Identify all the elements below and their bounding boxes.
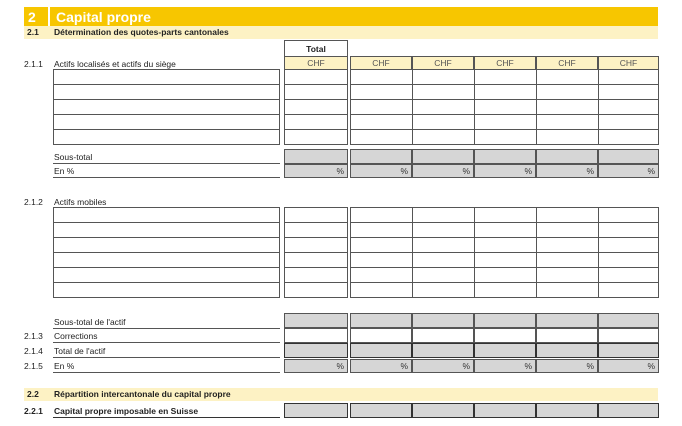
subtotal-col-1[interactable] — [350, 149, 412, 164]
chf-label: CHF — [307, 58, 325, 68]
percent-assets-col-5[interactable] — [598, 359, 659, 373]
subtotal-total-cell[interactable] — [284, 149, 348, 164]
grid-row-line — [53, 222, 280, 223]
grid-row-line — [53, 252, 280, 253]
grid-row-line — [53, 84, 280, 85]
grid-row-line — [284, 129, 348, 130]
subtotal-underline — [53, 163, 280, 164]
grid-row-line — [284, 114, 348, 115]
capital-col-5[interactable] — [598, 403, 659, 418]
total-assets-col-4[interactable] — [536, 343, 598, 358]
item-2-1-1-number: 2.1.1 — [24, 59, 43, 69]
percent-col-4[interactable] — [536, 164, 598, 178]
section-title: Capital propre — [56, 9, 151, 25]
subsection-2-2-number: 2.2 — [27, 389, 39, 399]
subtotal-col-4[interactable] — [536, 149, 598, 164]
item-2-1-4-number: 2.1.4 — [24, 346, 43, 356]
corrections-underline — [53, 342, 280, 343]
grid-row-line — [53, 114, 280, 115]
item-2-2-1-number: 2.2.1 — [24, 406, 43, 416]
subtotal-col-3[interactable] — [474, 149, 536, 164]
percent-total-cell[interactable] — [284, 164, 348, 178]
grid-row-line — [350, 84, 659, 85]
percent-assets-col-1[interactable] — [350, 359, 412, 373]
chf-header-col-5 — [598, 56, 659, 70]
section-number: 2 — [28, 9, 36, 25]
grid-row-line — [350, 237, 659, 238]
total-header-label: Total — [306, 44, 326, 54]
total-assets-col-5[interactable] — [598, 343, 659, 358]
capital-col-1[interactable] — [350, 403, 412, 418]
percent-col-5[interactable] — [598, 164, 659, 178]
grid-col-line — [598, 69, 599, 145]
chf-header-total — [284, 56, 348, 70]
grid-col-line — [412, 69, 413, 145]
grid-row-line — [284, 84, 348, 85]
grid-row-line — [53, 282, 280, 283]
total-assets-col-3[interactable] — [474, 343, 536, 358]
grid-col-line — [536, 207, 537, 298]
percent-symbol: % — [462, 166, 470, 176]
grid-row-line — [350, 222, 659, 223]
percent-assets-underline — [53, 372, 280, 373]
corrections-col-3[interactable] — [474, 328, 536, 343]
subtotal-col-5[interactable] — [598, 149, 659, 164]
percent-symbol: % — [647, 361, 655, 371]
chf-label: CHF — [496, 58, 514, 68]
chf-label: CHF — [558, 58, 576, 68]
grid-row-line — [350, 252, 659, 253]
corrections-col-2[interactable] — [412, 328, 474, 343]
percent-col-2[interactable] — [412, 164, 474, 178]
percent-col-3[interactable] — [474, 164, 536, 178]
subsection-2-1-number: 2.1 — [27, 27, 39, 37]
percent-symbol: % — [586, 166, 594, 176]
subtotal-col-2[interactable] — [412, 149, 474, 164]
total-assets-underline — [53, 357, 280, 358]
grid-row-line — [284, 252, 348, 253]
percent-symbol: % — [400, 361, 408, 371]
percent-symbol: % — [462, 361, 470, 371]
total-assets-total-cell[interactable] — [284, 343, 348, 358]
item-2-1-2-label: Actifs mobiles — [54, 197, 107, 207]
grid-row-line — [284, 99, 348, 100]
capital-col-2[interactable] — [412, 403, 474, 418]
percent-symbol: % — [336, 166, 344, 176]
capital-total-cell[interactable] — [284, 403, 348, 418]
item-2-1-5-label: En % — [54, 361, 75, 371]
capital-col-4[interactable] — [536, 403, 598, 418]
item-2-2-1-label: Capital propre imposable en Suisse — [54, 406, 199, 416]
grid-row-line — [350, 282, 659, 283]
subtotal-assets-col-2[interactable] — [412, 313, 474, 328]
grid-row-line — [350, 99, 659, 100]
percent-symbol: % — [647, 166, 655, 176]
chf-header-col-3 — [474, 56, 536, 70]
section-number-divider — [48, 7, 50, 26]
subtotal-label: Sous-total — [54, 152, 93, 162]
total-assets-col-1[interactable] — [350, 343, 412, 358]
item-2-1-3-number: 2.1.3 — [24, 331, 43, 341]
item-2-1-3-label: Corrections — [54, 331, 98, 341]
item-2-1-4-label: Total de l'actif — [54, 346, 106, 356]
chf-header-col-2 — [412, 56, 474, 70]
corrections-col-5[interactable] — [598, 328, 659, 343]
actifs-localises-description-block[interactable] — [53, 69, 280, 145]
chf-header-col-4 — [536, 56, 598, 70]
corrections-col-4[interactable] — [536, 328, 598, 343]
percent-assets-col-3[interactable] — [474, 359, 536, 373]
grid-row-line — [350, 267, 659, 268]
grid-row-line — [53, 237, 280, 238]
actifs-localises-total-block[interactable] — [284, 69, 348, 145]
corrections-total-cell[interactable] — [284, 328, 348, 343]
capital-underline — [53, 417, 280, 418]
grid-row-line — [350, 114, 659, 115]
grid-col-line — [412, 207, 413, 298]
grid-row-line — [284, 267, 348, 268]
percent-label: En % — [54, 166, 75, 176]
total-assets-col-2[interactable] — [412, 343, 474, 358]
grid-row-line — [284, 282, 348, 283]
chf-header-col-1 — [350, 56, 412, 70]
subtotal-assets-total-cell[interactable] — [284, 313, 348, 328]
percent-assets-total-cell[interactable] — [284, 359, 348, 373]
grid-row-line — [284, 222, 348, 223]
percent-assets-col-4[interactable] — [536, 359, 598, 373]
grid-row-line — [53, 129, 280, 130]
subsection-2-2-title: Répartition intercantonale du capital propre — [54, 389, 231, 399]
grid-col-line — [474, 207, 475, 298]
chf-label: CHF — [372, 58, 390, 68]
chf-label: CHF — [619, 58, 638, 68]
percent-symbol: % — [400, 166, 408, 176]
percent-col-1[interactable] — [350, 164, 412, 178]
percent-symbol: % — [524, 361, 532, 371]
capital-col-3[interactable] — [474, 403, 536, 418]
subtotal-assets-col-5[interactable] — [598, 313, 659, 328]
percent-symbol: % — [524, 166, 532, 176]
percent-underline — [53, 177, 280, 178]
grid-col-line — [474, 69, 475, 145]
item-2-1-5-number: 2.1.5 — [24, 361, 43, 371]
item-2-1-1-label: Actifs localisés et actifs du siège — [54, 59, 176, 69]
percent-symbol: % — [336, 361, 344, 371]
subtotal-assets-col-1[interactable] — [350, 313, 412, 328]
grid-row-line — [284, 237, 348, 238]
grid-row-line — [53, 99, 280, 100]
grid-row-line — [53, 267, 280, 268]
grid-row-line — [350, 129, 659, 130]
subsection-2-1-title: Détermination des quotes-parts cantonales — [54, 27, 229, 37]
grid-col-line — [598, 207, 599, 298]
corrections-col-1[interactable] — [350, 328, 412, 343]
total-header-cell — [284, 40, 348, 57]
grid-col-line — [536, 69, 537, 145]
chf-label: CHF — [434, 58, 452, 68]
percent-symbol: % — [586, 361, 594, 371]
subtotal-assets-col-3[interactable] — [474, 313, 536, 328]
subtotal-assets-col-4[interactable] — [536, 313, 598, 328]
subtotal-assets-label: Sous-total de l'actif — [54, 317, 126, 327]
actifs-localises-values-block[interactable] — [350, 69, 659, 145]
subtotal-assets-underline — [53, 328, 280, 329]
item-2-1-2-number: 2.1.2 — [24, 197, 43, 207]
percent-assets-col-2[interactable] — [412, 359, 474, 373]
